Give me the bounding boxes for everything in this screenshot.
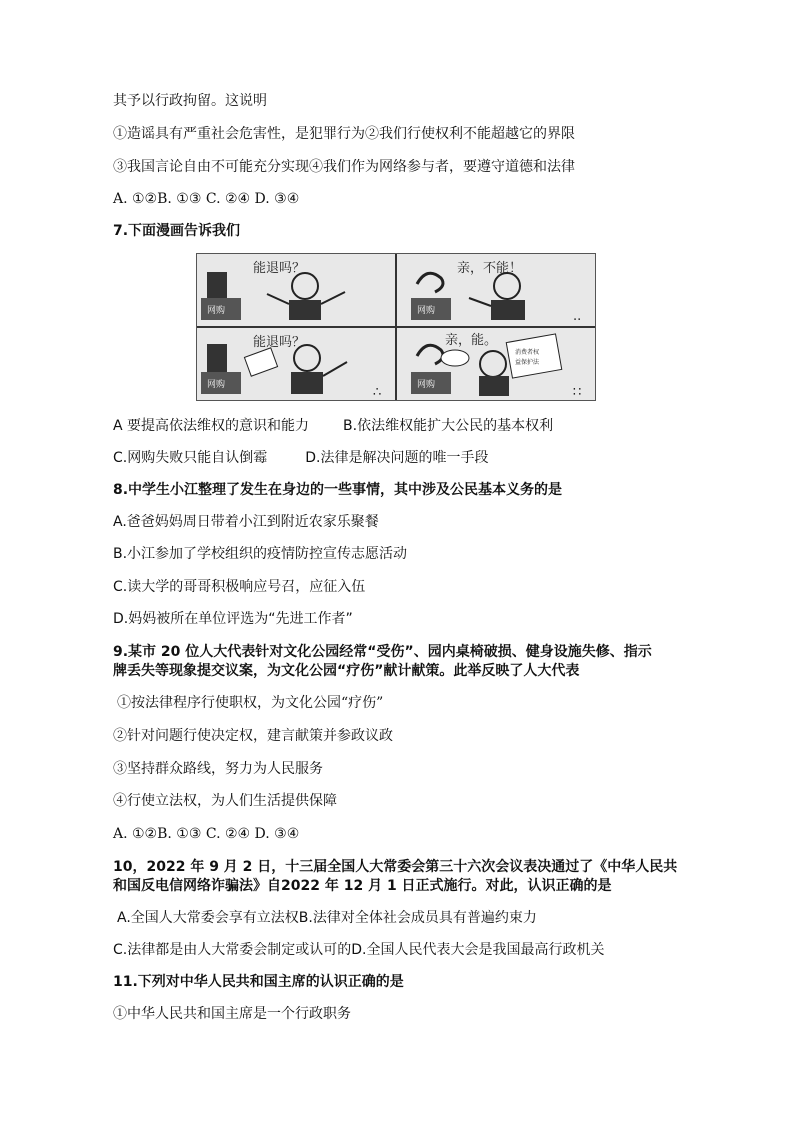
text-line: ③我国言论自由不可能充分实现④我们作为网络参与者，要遵守道德和法律 [113, 159, 575, 175]
option-b: B.小江参加了学校组织的疫情防控宣传志愿活动 [113, 546, 408, 562]
comic-panel-4 [411, 332, 581, 400]
comic-strip [196, 253, 596, 401]
options-cd: C.法律都是由人大常委会制定或认可的D.全国人民代表大会是我国最高行政机关 [113, 942, 605, 958]
question-8: 8.中学生小江整理了发生在身边的一些事情，其中涉及公民基本义务的是 [113, 482, 563, 498]
shop-tag: 网购 [207, 306, 226, 316]
speech-text: 亲，能。 [445, 333, 498, 348]
statement-1: ①按法律程序行使职权，为文化公园“疗伤” [117, 695, 384, 711]
shop-tag: 网购 [207, 380, 226, 390]
option-row [113, 448, 488, 468]
text-line: ①造谣具有严重社会危害性，是犯罪行为②我们行使权利不能超越它的界限 [113, 126, 575, 142]
question-10: 10，2022 年 9 月 2 日，十三届全国人大常委会第三十六次会议表决通过了《中华人民共 [113, 859, 678, 875]
speech-text: 能退吗？ [253, 335, 306, 350]
option-a: A 要提高依法维权的意识和能力 [113, 418, 310, 434]
shop-tag: 网购 [417, 380, 436, 390]
question-9-cont: 牌丢失等现象提交议案，为文化公园“疗伤”献计献策。此举反映了人大代表 [113, 663, 580, 679]
option-row [113, 416, 553, 436]
panel-mark: ∴ [373, 385, 382, 400]
sign-text: 益保护法 [515, 359, 540, 366]
option-c: C.网购失败只能自认倒霉 [113, 450, 268, 466]
shop-tag: 网购 [417, 306, 436, 316]
statement-2: ②针对问题行使决定权，建言献策并参政议政 [113, 728, 393, 744]
answer-options: A. ①②B. ①③ C. ②④ D. ③④ [113, 191, 300, 207]
statement-4: ④行使立法权，为人们生活提供保障 [113, 793, 337, 809]
text-line: 其予以行政拘留。这说明 [113, 93, 267, 109]
sign-text: 消费者权 [515, 349, 540, 356]
panel-mark: ·· [573, 313, 582, 328]
question-9: 9.某市 20 位人大代表针对文化公园经常“受伤”、园内桌椅破损、健身设施失修、指示 [113, 644, 652, 660]
option-c: C.读大学的哥哥积极响应号召，应征入伍 [113, 579, 366, 595]
option-d: D.法律是解决问题的唯一手段 [305, 450, 489, 466]
speech-text: 亲，不能！ [457, 261, 523, 276]
option-b: B.依法维权能扩大公民的基本权利 [343, 418, 554, 434]
question-11: 11.下列对中华人民共和国主席的认识正确的是 [113, 974, 404, 990]
panel-mark: ∷ [573, 385, 582, 400]
option-d: D.妈妈被所在单位评选为“先进工作者” [113, 611, 353, 627]
comic-panel-3 [201, 334, 381, 400]
question-10-cont: 和国反电信网络诈骗法》自2022 年 12 月 1 日正式施行。对此，认识正确的是 [113, 878, 612, 894]
comic-panel-2 [411, 260, 581, 328]
speech-text: 能退吗？ [253, 261, 306, 276]
statement-3: ③坚持群众路线，努力为人民服务 [113, 761, 323, 777]
option-a: A.爸爸妈妈周日带着小江到附近农家乐聚餐 [113, 514, 379, 530]
answer-options: A. ①②B. ①③ C. ②④ D. ③④ [113, 826, 300, 842]
question-7: 7.下面漫画告诉我们 [113, 223, 241, 239]
statement-1: ①中华人民共和国主席是一个行政职务 [113, 1006, 351, 1022]
comic-panel-1 [201, 260, 345, 320]
options-ab: A.全国人大常委会享有立法权B.法律对全体社会成员具有普遍约束力 [117, 910, 537, 926]
